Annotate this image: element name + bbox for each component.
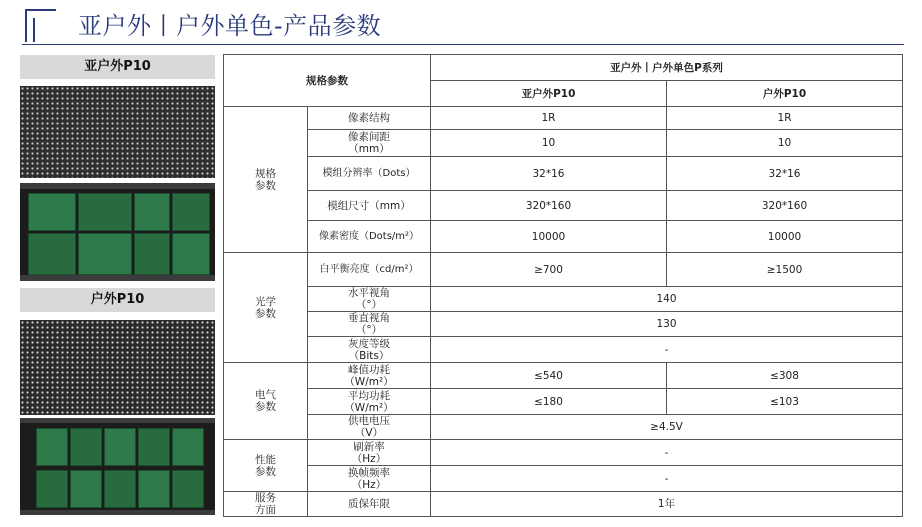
page-title: 亚户外丨户外单色-产品参数 [78, 12, 382, 40]
table-row [224, 492, 903, 517]
cell-value: ≥700 [431, 253, 667, 287]
table-row [224, 221, 903, 253]
cell-value: 32*16 [667, 157, 903, 191]
product-label-semi-outdoor: 亚户外P10 [20, 55, 215, 79]
row-label: 白平衡亮度（cd/m²） [308, 253, 431, 287]
table-row [224, 312, 903, 337]
row-label: 像素密度（Dots/m²） [308, 221, 431, 253]
cell-value: 10000 [667, 221, 903, 253]
cell-value: - [431, 440, 903, 466]
semi-outdoor-module-front-image [20, 86, 215, 178]
cell-value: ≤540 [431, 363, 667, 389]
outdoor-module-front-image [20, 320, 215, 415]
cell-value: 1R [431, 107, 667, 130]
outdoor-module-back-image [20, 418, 215, 515]
cell-value: ≥4.5V [431, 415, 903, 440]
spec-table [223, 54, 903, 517]
product-label-outdoor: 户外P10 [20, 288, 215, 312]
row-label: 垂直视角 （°） [308, 312, 431, 337]
table-row [224, 466, 903, 492]
group-spec: 规格 参数 [224, 107, 308, 253]
group-performance: 性能 参数 [224, 440, 308, 492]
table-row [224, 253, 903, 287]
semi-outdoor-module-back-image [20, 183, 215, 281]
row-label: 供电电压 （V） [308, 415, 431, 440]
row-label: 模组尺寸（mm） [308, 191, 431, 221]
row-label: 水平视角 （°） [308, 287, 431, 312]
cell-value: ≥1500 [667, 253, 903, 287]
table-row [224, 287, 903, 312]
table-header-row [224, 55, 903, 81]
table-row [224, 440, 903, 466]
row-label: 像素结构 [308, 107, 431, 130]
group-electrical: 电气 参数 [224, 363, 308, 440]
cell-value: ≤103 [667, 389, 903, 415]
cell-value: 130 [431, 312, 903, 337]
spec-header-cell: 规格参数 [224, 55, 431, 107]
group-service: 服务 方面 [224, 492, 308, 517]
col-header-semi-outdoor: 亚户外P10 [431, 81, 667, 107]
table-row [224, 363, 903, 389]
table-row [224, 389, 903, 415]
table-row [224, 130, 903, 157]
col-header-outdoor: 户外P10 [667, 81, 903, 107]
row-label: 换帧频率 （Hz） [308, 466, 431, 492]
cell-value: 320*160 [431, 191, 667, 221]
cell-value: 32*16 [431, 157, 667, 191]
header-logo-icon [22, 6, 68, 42]
cell-value: 1年 [431, 492, 903, 517]
cell-value: 10 [667, 130, 903, 157]
row-label: 像素间距 （mm） [308, 130, 431, 157]
row-label: 灰度等级 （Bits） [308, 337, 431, 363]
cell-value: ≤180 [431, 389, 667, 415]
cell-value: - [431, 466, 903, 492]
cell-value: - [431, 337, 903, 363]
row-label: 模组分辨率（Dots） [308, 157, 431, 191]
cell-value: 10 [431, 130, 667, 157]
row-label: 刷新率 （Hz） [308, 440, 431, 466]
cell-value: 140 [431, 287, 903, 312]
table-row [224, 157, 903, 191]
row-label: 峰值功耗 （W/m²） [308, 363, 431, 389]
group-optical: 光学 参数 [224, 253, 308, 363]
cell-value: 320*160 [667, 191, 903, 221]
cell-value: 10000 [431, 221, 667, 253]
table-row [224, 191, 903, 221]
row-label: 平均功耗 （W/m²） [308, 389, 431, 415]
header-divider [22, 44, 904, 45]
cell-value: 1R [667, 107, 903, 130]
row-label: 质保年限 [308, 492, 431, 517]
table-row [224, 107, 903, 130]
table-row [224, 337, 903, 363]
table-row [224, 415, 903, 440]
cell-value: ≤308 [667, 363, 903, 389]
series-header-cell: 亚户外丨户外单色P系列 [431, 55, 903, 81]
